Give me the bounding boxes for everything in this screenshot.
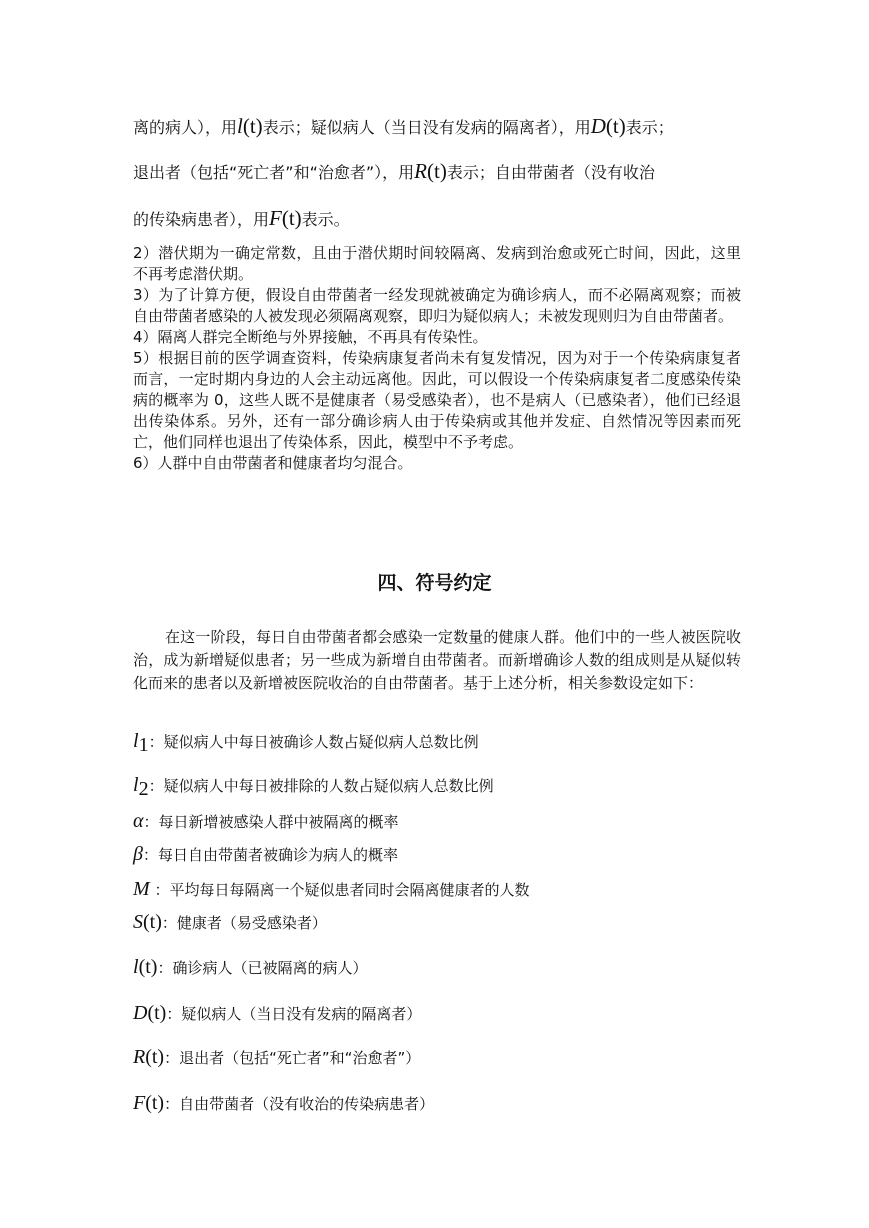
- assumption-4: 4）隔离人群完全断绝与外界接触，不再具有传染性。: [133, 328, 488, 346]
- symbol-row: R(t)：退出者（包括“死亡者”和“治愈者”）: [133, 1046, 421, 1068]
- symbol-row: S(t)：健康者（易受感染者）: [133, 911, 327, 933]
- intro-paragraph: 在这一阶段，每日自由带菌者都会感染一定数量的健康人群。他们中的一些人被医院收治，成为新增疑似患者；另一些成为新增自由带菌者。而新增确诊人数的组成则是从疑似转化而来的患者以及新增被医院收治的自由带菌者。基于上述分析，相关参数设定如下：: [133, 628, 741, 692]
- symbol-row: l(t)：确诊病人（已被隔离的病人）: [133, 956, 368, 978]
- assumptions-list: [133, 243, 741, 474]
- symbol-row: $l_1$：疑似病人中每日被确诊人数占疑似病人总数比例: [133, 730, 479, 756]
- symbol-row: M ：平均每日每隔离一个疑似患者同时会隔离健康者的人数: [133, 878, 530, 900]
- assumption-6: 6）人群中自由带菌者和健康者均匀混合。: [133, 454, 413, 472]
- symbol-row: D(t)：疑似病人（当日没有发病的隔离者）: [133, 1002, 422, 1024]
- text-line-2: 退出者（包括“死亡者”和“治愈者”），用R(t)表示；自由带菌者（没有收治: [133, 159, 655, 183]
- symbol-l: l: [237, 114, 243, 138]
- symbol-f: F: [269, 206, 282, 230]
- symbol-row: α：每日新增被感染人群中被隔离的概率: [133, 810, 399, 832]
- symbol-row: $l_2$：疑似病人中每日被排除的人数占疑似病人总数比例: [133, 774, 494, 800]
- text-line-1: 离的病人），用l(t)表示；疑似病人（当日没有发病的隔离者），用D(t)表示；: [133, 114, 674, 138]
- text-line-3: 的传染病患者），用F(t)表示。: [133, 206, 350, 230]
- assumption-5: 5）根据目前的医学调查资料，传染病康复者尚未有复发情况，因为对于一个传染病康复者而言，一定时期内身边的人会主动远离他。因此，可以假设一个传染病康复者二度感染传染病的概率为 0，这些人既不是健康者（易受感染者），也不是病人（已感染者），他们已经退出传染体系。另外，还有一部分确诊病人由于传染病或其他并发症、自然情况等因素而死亡，他们同样也退出了传染体系，因此，模型中不予考虑。: [133, 349, 741, 451]
- symbol-r: R: [414, 159, 427, 183]
- symbol-row: β：每日自由带菌者被确诊为病人的概率: [133, 843, 398, 865]
- assumption-2: 2）潜伏期为一确定常数，且由于潜伏期时间较隔离、发病到治愈或死亡时间，因此，这里不再考虑潜伏期。: [133, 244, 741, 283]
- section-title: 四、符号约定: [377, 572, 492, 594]
- assumption-3: 3）为了计算方便，假设自由带菌者一经发现就被确定为确诊病人，而不必隔离观察；而被自由带菌者感染的人被发现必须隔离观察，即归为疑似病人；未被发现则归为自由带菌者。: [133, 286, 741, 325]
- symbol-row: F(t)：自由带菌者（没有收治的传染病患者）: [133, 1092, 435, 1114]
- symbol-d: D: [590, 114, 606, 138]
